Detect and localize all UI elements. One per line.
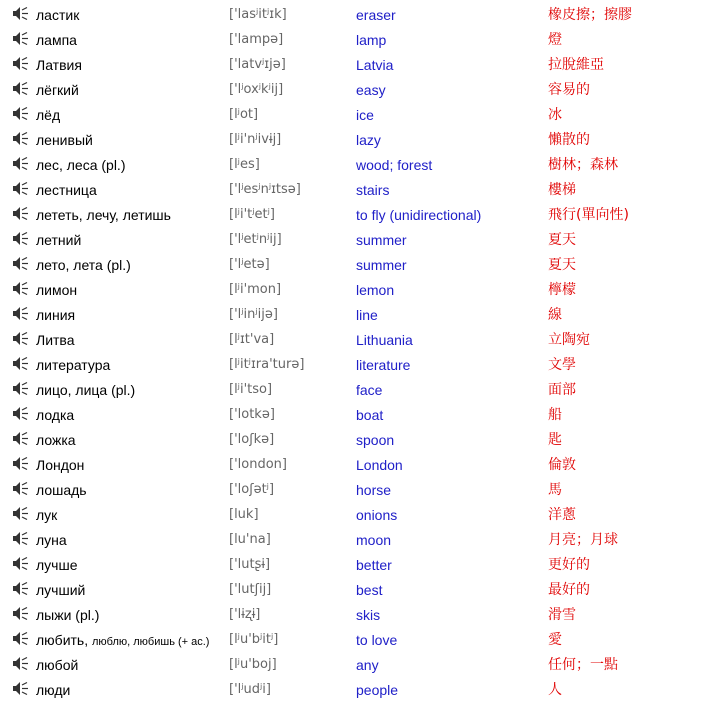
speaker-icon[interactable]: [12, 606, 29, 621]
vocab-row: [0, 152, 720, 177]
russian-word: Латвия: [36, 57, 82, 73]
chinese-translation: 匙: [548, 432, 562, 448]
russian-word: лучший: [36, 582, 86, 598]
russian-word: лук: [36, 507, 58, 523]
pronunciation: [lʲitʲɪra'turə]: [229, 357, 305, 372]
vocab-row: [0, 77, 720, 102]
english-translation: ice: [356, 107, 374, 123]
chinese-translation: 馬: [548, 482, 562, 498]
vocab-row: [0, 627, 720, 652]
vocab-row: [0, 52, 720, 77]
vocab-row: [0, 227, 720, 252]
english-translation: face: [356, 382, 383, 398]
russian-word: лёгкий: [36, 82, 79, 98]
chinese-translation: 燈: [548, 32, 562, 48]
pronunciation: [lʲi'tso]: [229, 382, 273, 397]
pronunciation: ['lʲetə]: [229, 257, 270, 272]
russian-word: линия: [36, 307, 76, 323]
english-translation: summer: [356, 257, 407, 273]
pronunciation: [lʲɪt'va]: [229, 332, 275, 347]
chinese-translation: 懶散的: [548, 132, 590, 148]
pronunciation: [lu'na]: [229, 532, 271, 547]
chinese-translation: 面部: [548, 382, 576, 398]
russian-word: лимон: [36, 282, 78, 298]
english-translation: line: [356, 307, 378, 323]
speaker-icon[interactable]: [12, 206, 29, 221]
pronunciation: ['lʲudʲi]: [229, 682, 271, 697]
russian-word: лодка: [36, 407, 75, 423]
chinese-translation: 樹林；森林: [548, 157, 618, 173]
speaker-icon[interactable]: [12, 6, 29, 21]
vocab-row: [0, 352, 720, 377]
speaker-icon[interactable]: [12, 481, 29, 496]
english-translation: boat: [356, 407, 384, 423]
pronunciation: ['lʲinʲijə]: [229, 307, 278, 322]
chinese-translation: 滑雪: [548, 607, 576, 623]
english-translation: literature: [356, 357, 411, 373]
speaker-icon[interactable]: [12, 456, 29, 471]
english-translation: better: [356, 557, 392, 573]
english-translation: Latvia: [356, 57, 394, 73]
english-translation: stairs: [356, 182, 390, 198]
chinese-translation: 夏天: [548, 232, 576, 248]
english-translation: to fly (unidirectional): [356, 207, 482, 223]
chinese-translation: 倫敦: [548, 457, 576, 473]
speaker-icon[interactable]: [12, 306, 29, 321]
vocab-row: [0, 602, 720, 627]
chinese-translation: 立陶宛: [548, 332, 590, 348]
vocab-row: [0, 27, 720, 52]
speaker-icon[interactable]: [12, 131, 29, 146]
chinese-translation: 船: [548, 407, 562, 423]
english-translation: spoon: [356, 432, 395, 448]
russian-word: любой: [36, 657, 79, 673]
english-translation: moon: [356, 532, 392, 548]
speaker-icon[interactable]: [12, 256, 29, 271]
speaker-icon[interactable]: [12, 156, 29, 171]
russian-word: лошадь: [36, 482, 87, 498]
english-translation: people: [356, 682, 399, 698]
pronunciation: ['loʃkə]: [229, 432, 275, 447]
english-translation: onions: [356, 507, 398, 523]
pronunciation: [lʲes]: [229, 157, 260, 172]
speaker-icon[interactable]: [12, 556, 29, 571]
speaker-icon[interactable]: [12, 56, 29, 71]
chinese-translation: 線: [548, 307, 562, 323]
vocab-row: [0, 327, 720, 352]
vocab-row: [0, 552, 720, 577]
chinese-translation: 洋蔥: [548, 507, 576, 523]
speaker-icon[interactable]: [12, 406, 29, 421]
chinese-translation: 檸檬: [548, 282, 576, 298]
russian-word: лестница: [36, 182, 97, 198]
speaker-icon[interactable]: [12, 531, 29, 546]
pronunciation: [lʲot]: [229, 107, 259, 122]
speaker-icon[interactable]: [12, 681, 29, 696]
chinese-translation: 文學: [548, 357, 576, 373]
speaker-icon[interactable]: [12, 106, 29, 121]
speaker-icon[interactable]: [12, 431, 29, 446]
chinese-translation: 冰: [548, 107, 562, 123]
russian-word: лёд: [36, 107, 61, 123]
speaker-icon[interactable]: [12, 331, 29, 346]
vocab-row: [0, 377, 720, 402]
chinese-translation: 月亮；月球: [548, 532, 618, 548]
vocab-row: [0, 277, 720, 302]
russian-word: лицо, лица (pl.): [36, 382, 136, 398]
pronunciation: [lʲu'boj]: [229, 657, 277, 672]
pronunciation: [lʲi'tʲetʲ]: [229, 207, 275, 222]
russian-word: летний: [36, 232, 82, 248]
pronunciation: ['lutʂɨ]: [229, 557, 271, 572]
vocab-row: [0, 2, 720, 27]
vocab-row: [0, 427, 720, 452]
vocab-row: [0, 202, 720, 227]
vocab-row: [0, 402, 720, 427]
chinese-translation: 愛: [548, 632, 562, 648]
english-translation: skis: [356, 607, 381, 623]
vocab-row: [0, 652, 720, 677]
speaker-icon[interactable]: [12, 281, 29, 296]
russian-word: луна: [36, 532, 67, 548]
chinese-translation: 更好的: [548, 557, 590, 573]
english-translation: summer: [356, 232, 407, 248]
pronunciation: ['lasʲitʲɪk]: [229, 7, 287, 22]
pronunciation: [lʲu'bʲitʲ]: [229, 632, 279, 647]
speaker-icon[interactable]: [12, 31, 29, 46]
vocab-row: [0, 452, 720, 477]
russian-word: лучше: [36, 557, 78, 573]
chinese-translation: 橡皮擦；擦膠: [548, 7, 632, 23]
speaker-icon[interactable]: [12, 356, 29, 371]
russian-word: люди: [36, 682, 71, 698]
russian-word: любить, люблю, любишь (+ ac.): [36, 632, 210, 648]
vocab-row: [0, 102, 720, 127]
chinese-translation: 任何；一點: [548, 657, 618, 673]
chinese-translation: 拉脫維亞: [548, 57, 604, 73]
speaker-icon[interactable]: [12, 181, 29, 196]
english-translation: lazy: [356, 132, 381, 148]
english-translation: eraser: [356, 7, 396, 23]
speaker-icon[interactable]: [12, 506, 29, 521]
pronunciation: ['lɨʐɨ]: [229, 607, 261, 622]
russian-word: лететь, лечу, летишь: [36, 207, 171, 223]
english-translation: horse: [356, 482, 392, 498]
english-translation: London: [356, 457, 403, 473]
vocab-row: [0, 502, 720, 527]
vocab-row: [0, 527, 720, 552]
pronunciation: [lʲi'mon]: [229, 282, 282, 297]
vocab-row: [0, 677, 720, 702]
chinese-translation: 容易的: [548, 82, 590, 98]
speaker-icon[interactable]: [12, 231, 29, 246]
pronunciation: ['lʲesʲnʲɪtsə]: [229, 182, 301, 197]
vocab-row: [0, 252, 720, 277]
russian-word: литература: [36, 357, 111, 373]
russian-word: ленивый: [36, 132, 93, 148]
chinese-translation: 樓梯: [548, 182, 576, 198]
speaker-icon[interactable]: [12, 631, 29, 646]
russian-word: Литва: [36, 332, 75, 348]
vocabulary-list: [0, 2, 720, 702]
vocab-row: [0, 127, 720, 152]
russian-conjugation: люблю, любишь (+ ac.): [92, 636, 210, 648]
russian-word: лампа: [36, 32, 77, 48]
english-translation: lemon: [356, 282, 395, 298]
russian-word: лето, лета (pl.): [36, 257, 131, 273]
speaker-icon[interactable]: [12, 581, 29, 596]
pronunciation: [luk]: [229, 507, 259, 522]
pronunciation: ['latvʲɪjə]: [229, 57, 286, 72]
pronunciation: ['lutʃij]: [229, 582, 272, 597]
pronunciation: [lʲi'nʲivɨj]: [229, 132, 282, 147]
english-translation: easy: [356, 82, 386, 98]
pronunciation: ['loʃətʲ]: [229, 482, 275, 497]
vocab-row: [0, 302, 720, 327]
english-translation: wood; forest: [356, 157, 433, 173]
vocab-row: [0, 477, 720, 502]
english-translation: best: [356, 582, 383, 598]
russian-word: лыжи (pl.): [36, 607, 100, 623]
russian-word: ложка: [36, 432, 76, 448]
chinese-translation: 最好的: [548, 582, 590, 598]
chinese-translation: 人: [548, 682, 562, 698]
pronunciation: ['lotkə]: [229, 407, 275, 422]
speaker-icon[interactable]: [12, 81, 29, 96]
russian-word: лес, леса (pl.): [36, 157, 126, 173]
chinese-translation: 飛行(單向性): [548, 207, 629, 223]
pronunciation: ['lʲetʲnʲij]: [229, 232, 282, 247]
english-translation: Lithuania: [356, 332, 413, 348]
speaker-icon[interactable]: [12, 656, 29, 671]
vocab-row: [0, 577, 720, 602]
chinese-translation: 夏天: [548, 257, 576, 273]
speaker-icon[interactable]: [12, 381, 29, 396]
english-translation: any: [356, 657, 379, 673]
pronunciation: ['lʲoxʲkʲij]: [229, 82, 284, 97]
russian-word: ластик: [36, 7, 80, 23]
pronunciation: ['london]: [229, 457, 287, 472]
english-translation: lamp: [356, 32, 387, 48]
pronunciation: ['lampə]: [229, 32, 284, 47]
russian-word: Лондон: [36, 457, 85, 473]
english-translation: to love: [356, 632, 398, 648]
vocab-row: [0, 177, 720, 202]
